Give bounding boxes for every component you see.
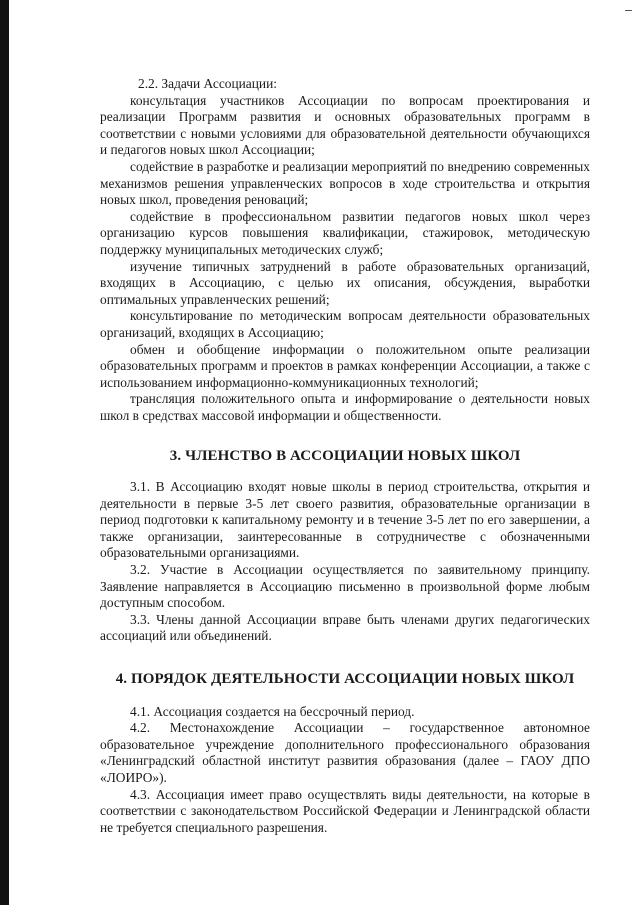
section-3-heading: 3. ЧЛЕНСТВО В АССОЦИАЦИИ НОВЫХ ШКОЛ — [169, 448, 521, 465]
section-4 — [100, 671, 590, 836]
section-3 — [100, 448, 590, 645]
task-item: содействие в разработке и реализации мероприятий по внедрению современных механизмов решения управленческих вопросов в ходе строительства и открытия новых школ, проведения реноваций; — [100, 158, 590, 208]
clause-paragraph: 3.1. В Ассоциацию входят новые школы в период строительства, открытия и деятельности в первые 3-5 лет своего развития, образовательные организации в период подготовки к капитальному ремонту и в течение 3-5 лет по его завершении, а также организации, заинтересованные в сотрудничестве с обозначенными образовательными организациями. — [100, 479, 590, 561]
task-item: обмен и обобщение информации о положительном опыте реализации образовательных программ и проектов в рамках конференции Ассоциации, а также с использованием информационно-коммуникационных технологий; — [100, 341, 590, 390]
section-4-heading: 4. ПОРЯДОК ДЕЯТЕЛЬНОСТИ АССОЦИАЦИИ НОВЫХ ШКОЛ — [115, 671, 575, 687]
corner-mark — [625, 10, 632, 11]
clause-paragraph: 4.2. Местонахождение Ассоциации – государственное автономное образовательное учреждение дополнительного профессионального образования «Ленинградский областной институт развития образования (далее – ГАОУ ДПО «ЛОИРО»). — [100, 720, 590, 785]
clause-paragraph: 4.3. Ассоциация имеет право осуществлять виды деятельности, на которые в соответствии с законодательством Российской Федерации и Ленинградской области не требуется специального разрешения. — [100, 786, 590, 835]
task-item: консультация участников Ассоциации по вопросам проектирования и реализации Программ развития и основных образовательных программ в соответствии с новыми условиями для образовательной деятельности обучающихся и педагогов новых школ Ассоциации; — [100, 92, 590, 158]
clause-paragraph: 4.1. Ассоциация создается на бессрочный период. — [130, 703, 415, 719]
scan-edge — [0, 0, 9, 905]
clause-paragraph: 3.3. Члены данной Ассоциации вправе быть членами других педагогических ассоциаций или объединений. — [100, 611, 590, 644]
section-2-2 — [100, 76, 590, 424]
task-item: изучение типичных затруднений в работе образовательных организаций, входящих в Ассоциацию, с целью их описания, обсуждения, выработки оптимальных управленческих решений; — [100, 258, 590, 307]
task-item: трансляция положительного опыта и информирование о деятельности новых школ в средствах массовой информации и общественности. — [100, 391, 590, 423]
task-item: содействие в профессиональном развитии педагогов новых школ через организацию курсов повышения квалификации, стажировок, методическую поддержку муниципальных методических служб; — [100, 208, 590, 257]
section-2-2-title: 2.2. Задачи Ассоциации: — [138, 76, 277, 91]
document-page — [100, 76, 590, 836]
clause-paragraph: 3.2. Участие в Ассоциации осуществляется по заявительному принципу. Заявление направляется в Ассоциацию письменно в произвольной форме любым доступным способом. — [100, 562, 590, 611]
task-item: консультирование по методическим вопросам деятельности образовательных организаций, входящих в Ассоциацию; — [100, 308, 590, 340]
